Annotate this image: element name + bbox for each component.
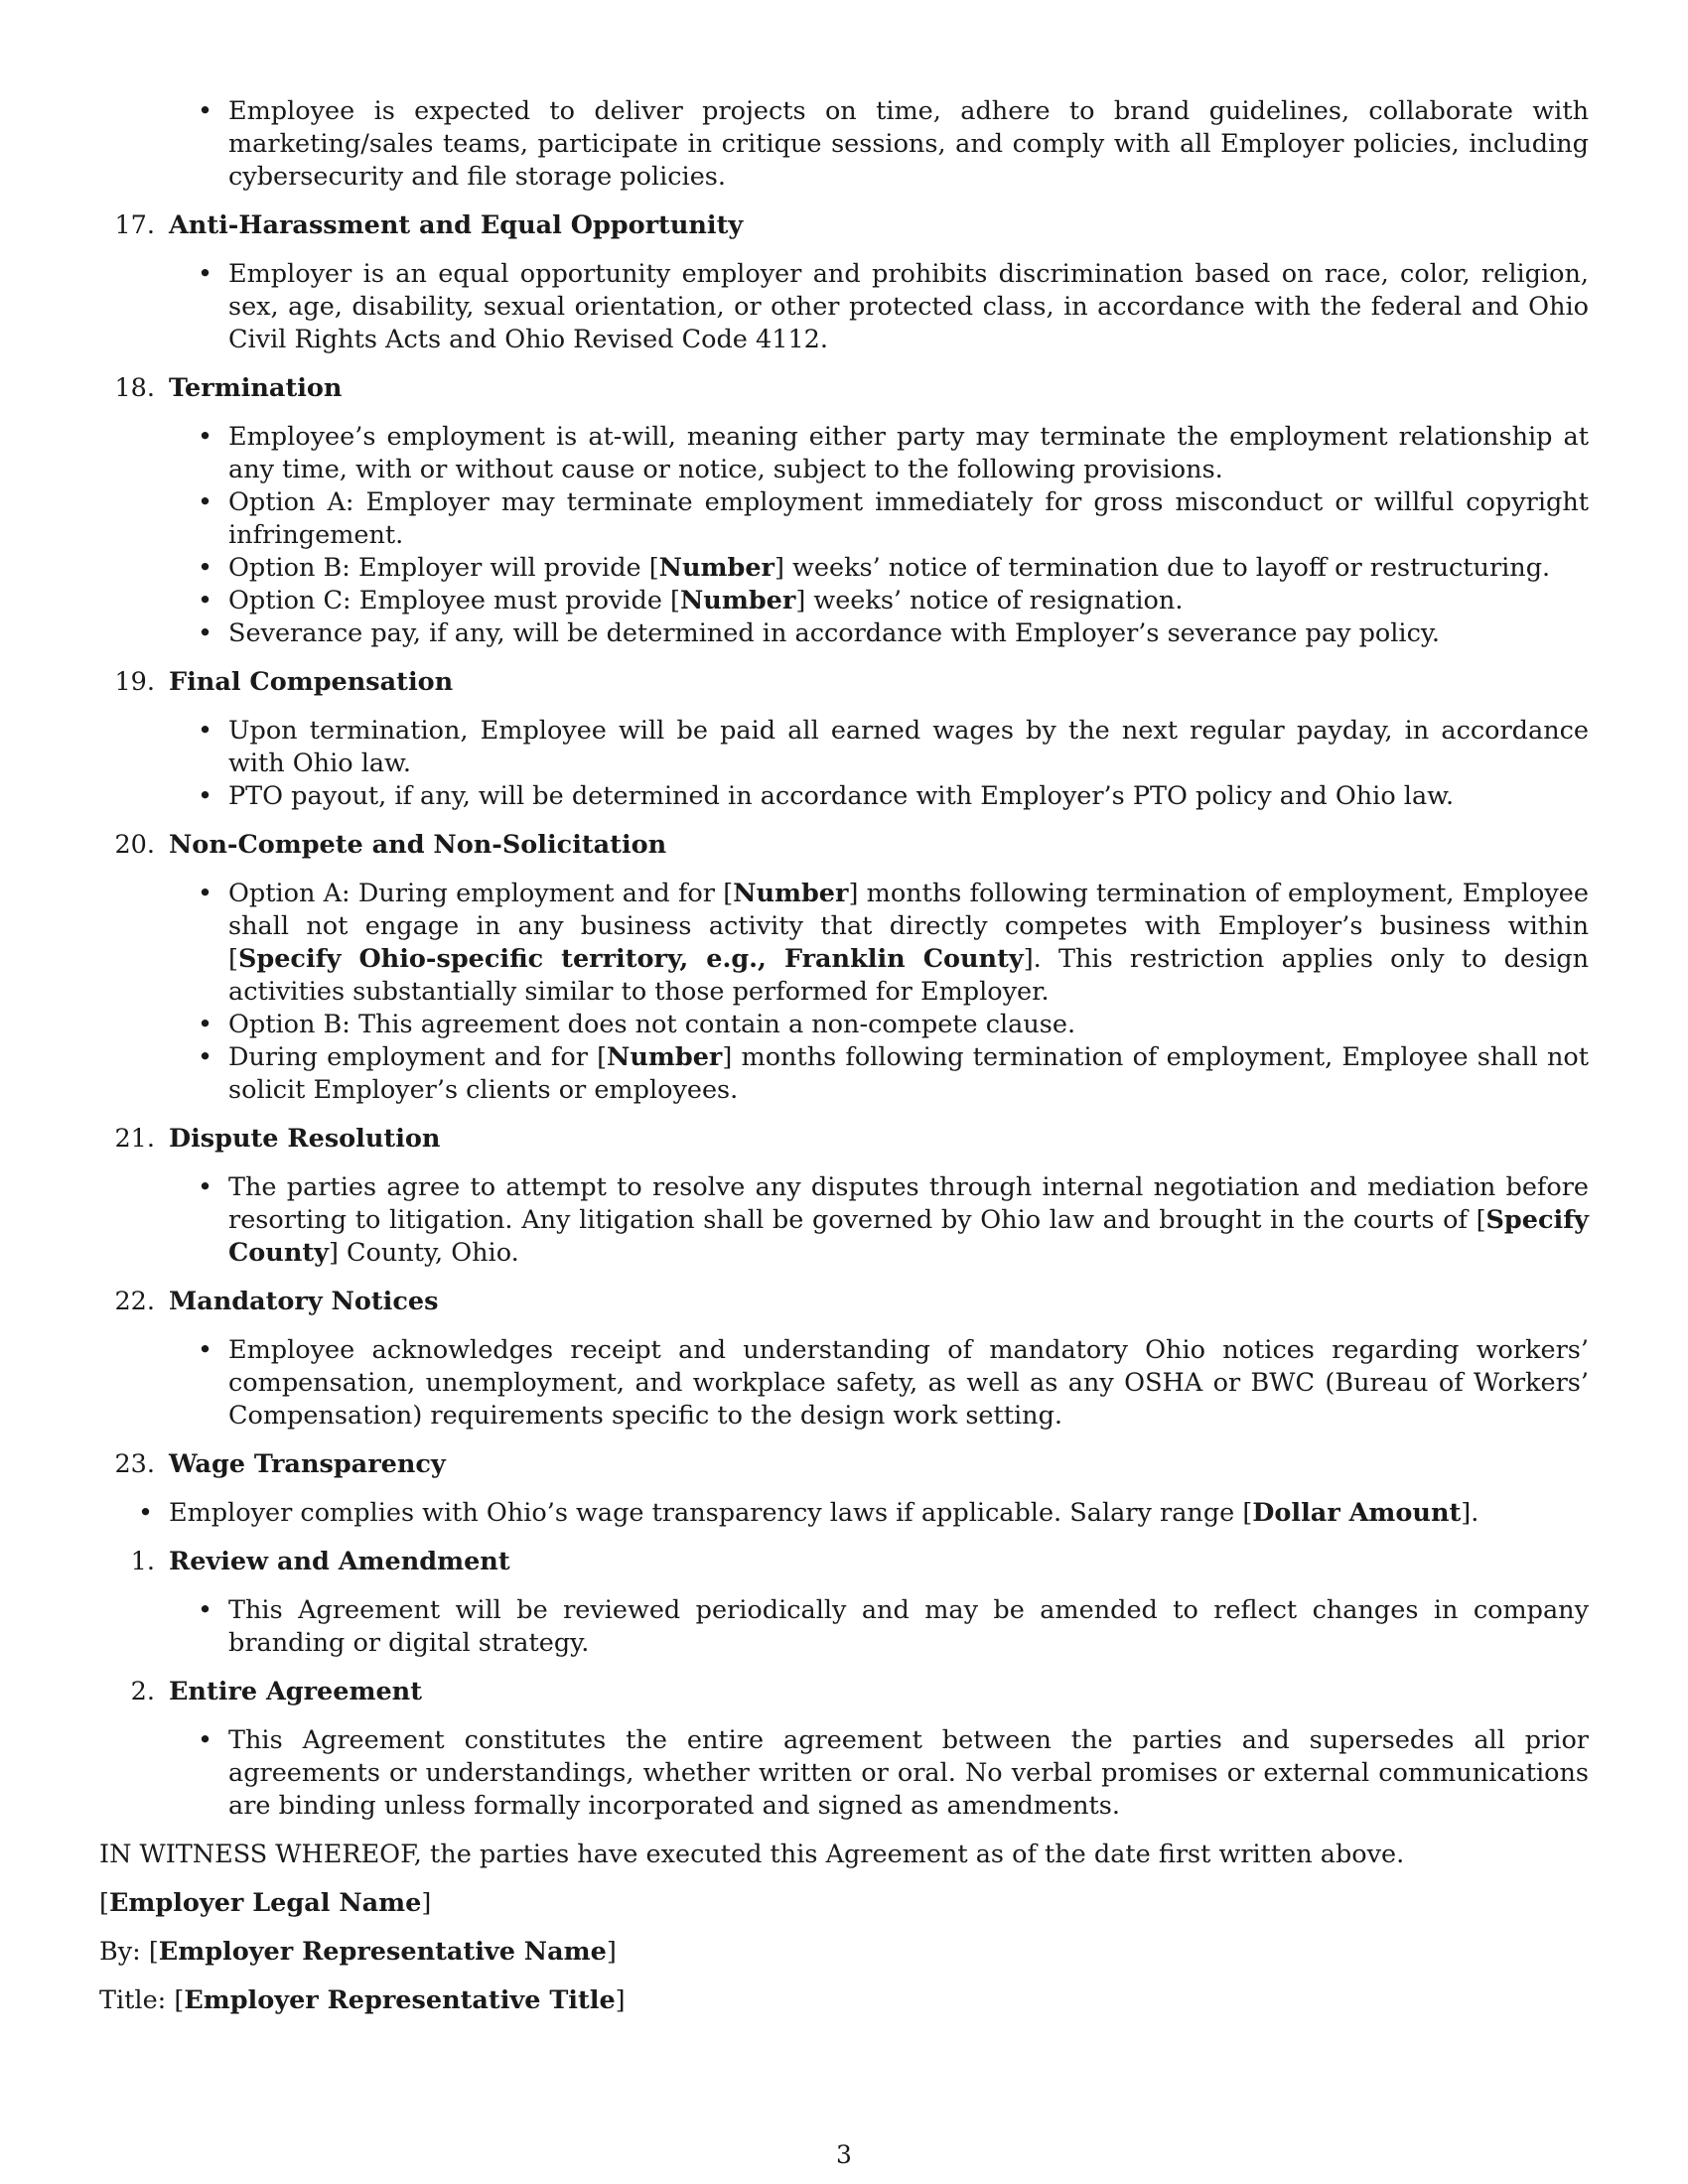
- section-review-amendment: [99, 1546, 1589, 1660]
- placeholder-field: Specify County: [228, 1205, 1589, 1268]
- section-21: [99, 1123, 1589, 1270]
- section-20: [99, 829, 1589, 1107]
- section-title: Mandatory Notices: [169, 1287, 439, 1316]
- section-16-bullets: [99, 95, 1589, 194]
- placeholder-field: Employer Representative Title: [184, 1985, 616, 2015]
- section-number: 17.: [114, 210, 155, 240]
- employer-name-line: [Employer Legal Name]: [99, 1888, 432, 1918]
- placeholder-field: Dollar Amount: [1252, 1498, 1462, 1528]
- list-item: • Upon termination, Employee will be paid all earned wages by the next regular payday, in accordance with Ohio law.: [99, 715, 1589, 780]
- section-17: [99, 209, 1589, 356]
- list-item: • Severance pay, if any, will be determined in accordance with Employer’s severance pay policy.: [99, 617, 1589, 650]
- list-item: • PTO payout, if any, will be determined in accordance with Employer’s PTO policy and Ohio law.: [99, 780, 1589, 813]
- section-title: Wage Transparency: [169, 1449, 446, 1479]
- list-item: • Employee’s employment is at-will, meaning either party may terminate the employment relationship at any time, with or without cause or notice, subject to the following provisions.: [99, 421, 1589, 486]
- placeholder-field: Number: [658, 553, 774, 583]
- placeholder-field: Number: [679, 586, 796, 615]
- section-title: Non-Compete and Non-Solicitation: [169, 830, 667, 860]
- section-title: Anti-Harassment and Equal Opportunity: [169, 210, 744, 240]
- section-title: Termination: [169, 373, 343, 403]
- placeholder-field: Employer Legal Name: [108, 1888, 422, 1918]
- list-item: • Employer is an equal opportunity employer and prohibits discrimination based on race, color, religion, sex, age, disability, sexual orientation, or other protected class, in accordance with the federal and Ohio Civil Rights Acts and Ohio Revised Code 4112.: [99, 258, 1589, 356]
- section-number: 22.: [114, 1287, 155, 1316]
- section-title: Entire Agreement: [169, 1677, 422, 1706]
- document-page: [99, 95, 1589, 2017]
- witness-clause: IN WITNESS WHEREOF, the parties have executed this Agreement as of the date first written above.: [99, 1840, 1405, 1869]
- section-title: Dispute Resolution: [169, 1124, 441, 1154]
- list-item: • This Agreement will be reviewed periodically and may be amended to reflect changes in company branding or digital strategy.: [99, 1594, 1589, 1660]
- section-number: 20.: [114, 830, 155, 860]
- list-item: • Option B: Employer will provide [Number] weeks’ notice of termination due to layoff or restructuring.: [99, 552, 1589, 585]
- section-23: [99, 1448, 1589, 1530]
- section-title: Review and Amendment: [169, 1547, 510, 1576]
- list-item: • Employer complies with Ohio’s wage transparency laws if applicable. Salary range [Dollar Amount].: [99, 1497, 1589, 1530]
- section-number: 18.: [114, 373, 155, 403]
- signature-by-line: By: [Employer Representative Name]: [99, 1937, 617, 1967]
- section-number: 19.: [114, 667, 155, 697]
- page-number: 3: [836, 2140, 852, 2169]
- placeholder-field: Number: [733, 879, 849, 908]
- section-number: 21.: [114, 1124, 155, 1154]
- section-title: Final Compensation: [169, 667, 454, 697]
- section-22: [99, 1286, 1589, 1433]
- section-number: 1.: [130, 1547, 155, 1576]
- section-number: 23.: [114, 1449, 155, 1479]
- list-item: • The parties agree to attempt to resolve any disputes through internal negotiation and mediation before resorting to litigation. Any litigation shall be governed by Ohio law and brought in the courts of [Specify County] County, Ohio.: [99, 1171, 1589, 1270]
- list-item: • Option A: During employment and for [Number] months following termination of employment, Employee shall not engage in any business activity that directly competes with Employer’s business within [Specify Ohio-specific territory, e.g., Franklin County]. This restriction applies only to design activities substantially similar to those performed for Employer.: [99, 878, 1589, 1009]
- section-18: [99, 372, 1589, 650]
- list-item: • Option C: Employee must provide [Number] weeks’ notice of resignation.: [99, 585, 1589, 617]
- placeholder-field: Employer Representative Name: [158, 1937, 607, 1967]
- list-item: • Employee acknowledges receipt and understanding of mandatory Ohio notices regarding workers’ compensation, unemployment, and workplace safety, as well as any OSHA or BWC (Bureau of Workers’ Compensation) requirements specific to the design work setting.: [99, 1334, 1589, 1433]
- list-item: • This Agreement constitutes the entire agreement between the parties and supersedes all prior agreements or understandings, whether written or oral. No verbal promises or external communications are binding unless formally incorporated and signed as amendments.: [99, 1724, 1589, 1823]
- placeholder-field: Number: [607, 1042, 723, 1072]
- section-number: 2.: [130, 1677, 155, 1706]
- list-item: • Employee is expected to deliver projects on time, adhere to brand guidelines, collaborate with marketing/sales teams, participate in critique sessions, and comply with all Employer policies, including cybersecurity and file storage policies.: [99, 95, 1589, 194]
- placeholder-field: Specify Ohio-specific territory, e.g., Franklin County: [237, 944, 1024, 974]
- list-item: • Option B: This agreement does not contain a non-compete clause.: [99, 1009, 1589, 1041]
- section-entire-agreement: [99, 1676, 1589, 1823]
- section-19: [99, 666, 1589, 813]
- list-item: • Option A: Employer may terminate employment immediately for gross misconduct or willful copyright infringement.: [99, 486, 1589, 552]
- signature-title-line: Title: [Employer Representative Title]: [99, 1985, 626, 2015]
- list-item: • During employment and for [Number] months following termination of employment, Employee shall not solicit Employer’s clients or employees.: [99, 1041, 1589, 1107]
